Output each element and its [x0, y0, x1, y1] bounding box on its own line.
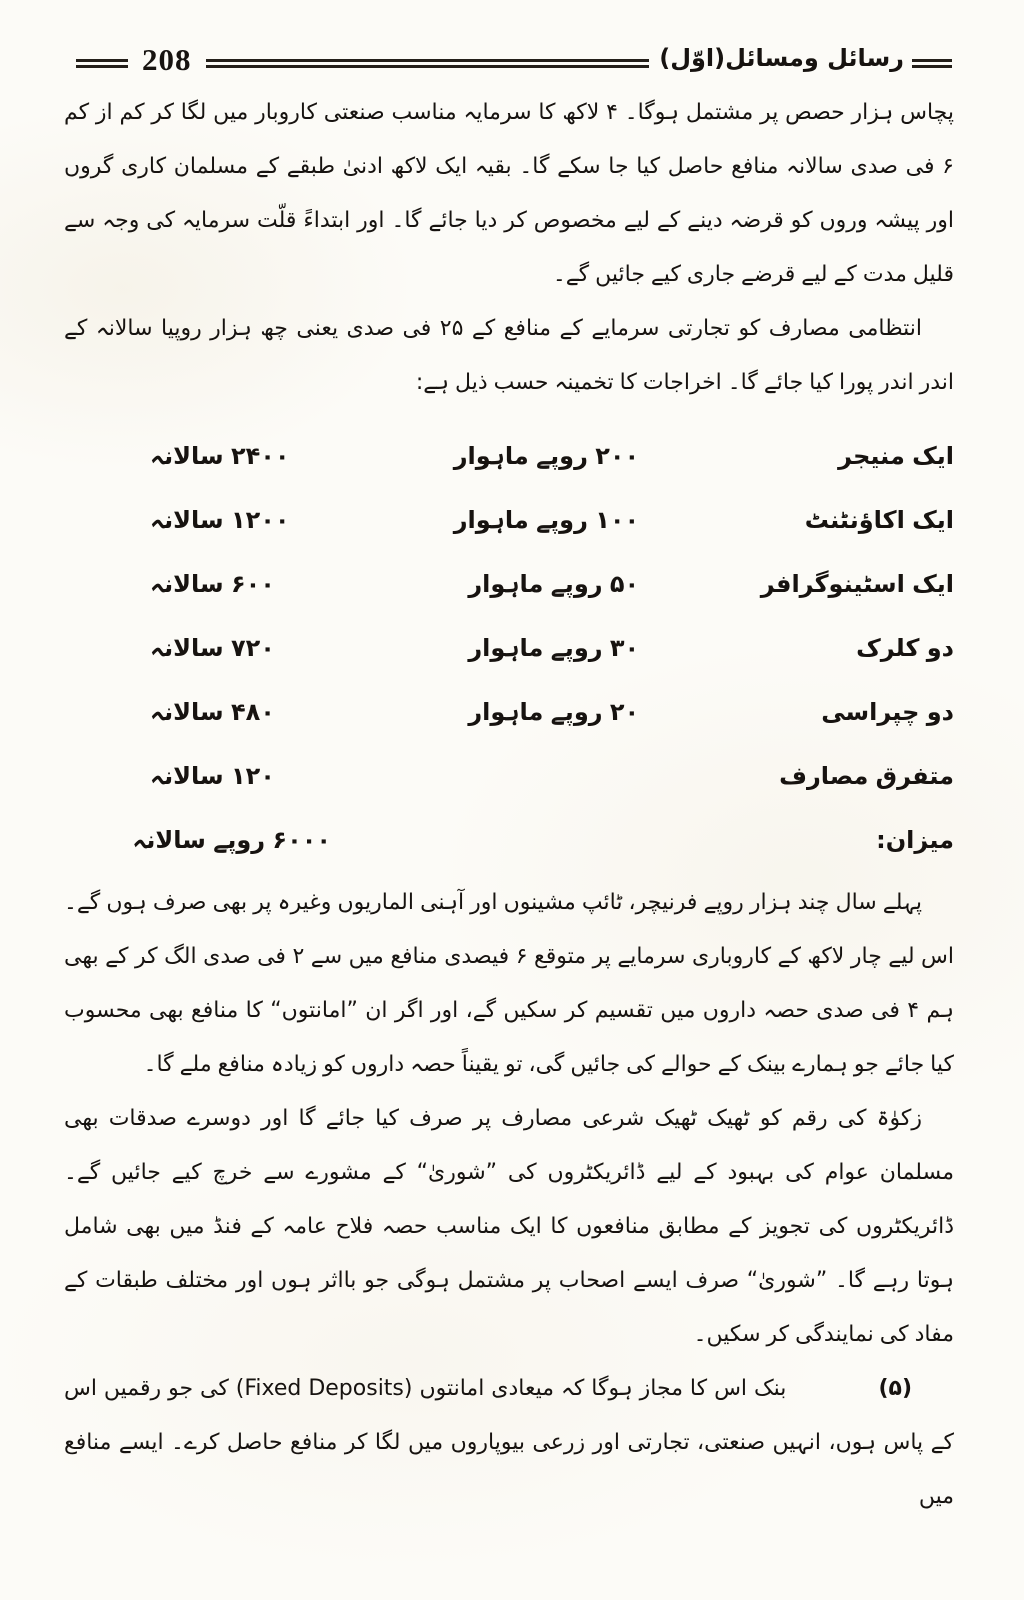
expense-annual: ۶۰۰ سالانہ	[150, 570, 275, 598]
expense-item: ایک اکاؤنٹنٹ	[804, 506, 954, 534]
expense-item: ایک اسٹینوگرافر	[760, 570, 954, 598]
table-row	[64, 424, 954, 488]
table-row	[64, 488, 954, 552]
paragraph-2: انتظامی مصارف کو تجارتی سرمایے کے منافع کے ۲۵ فی صدی یعنی چھ ہزار روپیا سالانہ کے اندر اندر پورا کیا جائے گا۔ اخراجات کا تخمینہ حسب ذیل ہے:	[64, 316, 954, 395]
expense-item: دو چپراسی	[821, 698, 954, 726]
expense-annual: ۴۸۰ سالانہ	[150, 698, 275, 726]
page-number: 208	[142, 42, 192, 77]
table-row	[64, 616, 954, 680]
expense-annual: ۲۴۰۰ سالانہ	[150, 442, 290, 470]
table-total-row	[64, 808, 954, 872]
header-rule-right	[912, 59, 952, 68]
paragraph-1: پچاس ہزار حصص پر مشتمل ہوگا۔ ۴ لاکھ کا سرمایہ مناسب صنعتی کاروبار میں لگا کر کم از کم ۶ فی صدی سالانہ منافع حاصل کیا جا سکے گا۔ بقیہ ایک لاکھ ادنیٰ طبقے کے مسلمان کاری گروں اور پیشہ وروں کو قرضہ دینے کے لیے مخصوص کر دیا جائے گا۔ اور ابتداءً قلّت سرمایہ کی وجہ سے قلیل مدت کے لیے قرضے جاری کیے جائیں گے۔	[64, 100, 954, 287]
paragraph-4: زکوٰۃ کی رقم کو ٹھیک ٹھیک شرعی مصارف پر صرف کیا جائے گا اور دوسرے صدقات بھی مسلمان عوام کی بہبود کے لیے ڈائریکٹروں کی ”شوریٰ“ کے مشورے سے خرچ کیے جائیں گے۔ ڈائریکٹروں کی تجویز کے مطابق منافعوں کا ایک مناسب حصہ فلاح عامہ کے فنڈ میں بھی شامل ہوتا رہے گا۔ ”شوریٰ“ صرف ایسے اصحاب پر مشتمل ہوگی جو بااثر ہوں اور مختلف طبقات کے مفاد کی نمایندگی کر سکیں۔	[64, 1106, 954, 1347]
page-body	[64, 86, 954, 1524]
expense-monthly: ۵۰ روپے ماہوار	[468, 570, 640, 598]
clause-5-marker: (۵)	[878, 1376, 912, 1401]
total-label: میزان:	[876, 826, 954, 854]
clause-5	[64, 1362, 954, 1524]
clause-5-text: بنک اس کا مجاز ہوگا کہ میعادی امانتوں (Fixed Deposits) کی جو رقمیں اس کے پاس ہوں، انہیں صنعتی، تجارتی اور زرعی بیوپاروں میں لگا کر منافع حاصل کرے۔ ایسے منافع میں	[64, 1376, 954, 1509]
header-rule-left	[76, 59, 128, 68]
book-title: رسائل ومسائل(اوّل)	[659, 44, 904, 72]
page-header	[76, 44, 952, 82]
expense-table	[64, 424, 954, 872]
header-rule-middle	[206, 59, 650, 68]
table-row	[64, 744, 954, 808]
paragraph-3: پہلے سال چند ہزار روپے فرنیچر، ٹائپ مشینوں اور آہنی الماریوں وغیرہ پر بھی صرف ہوں گے۔ اس لیے چار لاکھ کے کاروباری سرمایے پر متوقع ۶ فیصدی منافع میں سے ۲ فی صدی الگ کر کے بھی ہم ۴ فی صدی حصہ داروں میں تقسیم کر سکیں گے، اور اگر ان ”امانتوں“ کا منافع بھی محسوب کیا جائے جو ہمارے بینک کے حوالے کی جائیں گی، تو یقیناً حصہ داروں کو زیادہ منافع ملے گا۔	[64, 890, 955, 1077]
expense-monthly: ۲۰ روپے ماہوار	[468, 698, 640, 726]
expense-monthly: ۳۰ روپے ماہوار	[468, 634, 640, 662]
expense-monthly: ۲۰۰ روپے ماہوار	[453, 442, 640, 470]
total-value: ۶۰۰۰ روپے سالانہ	[132, 826, 332, 854]
expense-item: متفرق مصارف	[779, 762, 954, 790]
expense-annual: ۱۲۰۰ سالانہ	[150, 506, 290, 534]
expense-annual: ۷۲۰ سالانہ	[150, 634, 275, 662]
expense-item: ایک منیجر	[838, 442, 954, 470]
expense-annual: ۱۲۰ سالانہ	[150, 762, 275, 790]
expense-item: دو کلرک	[856, 634, 954, 662]
expense-monthly: ۱۰۰ روپے ماہوار	[453, 506, 640, 534]
table-row	[64, 552, 954, 616]
table-row	[64, 680, 954, 744]
